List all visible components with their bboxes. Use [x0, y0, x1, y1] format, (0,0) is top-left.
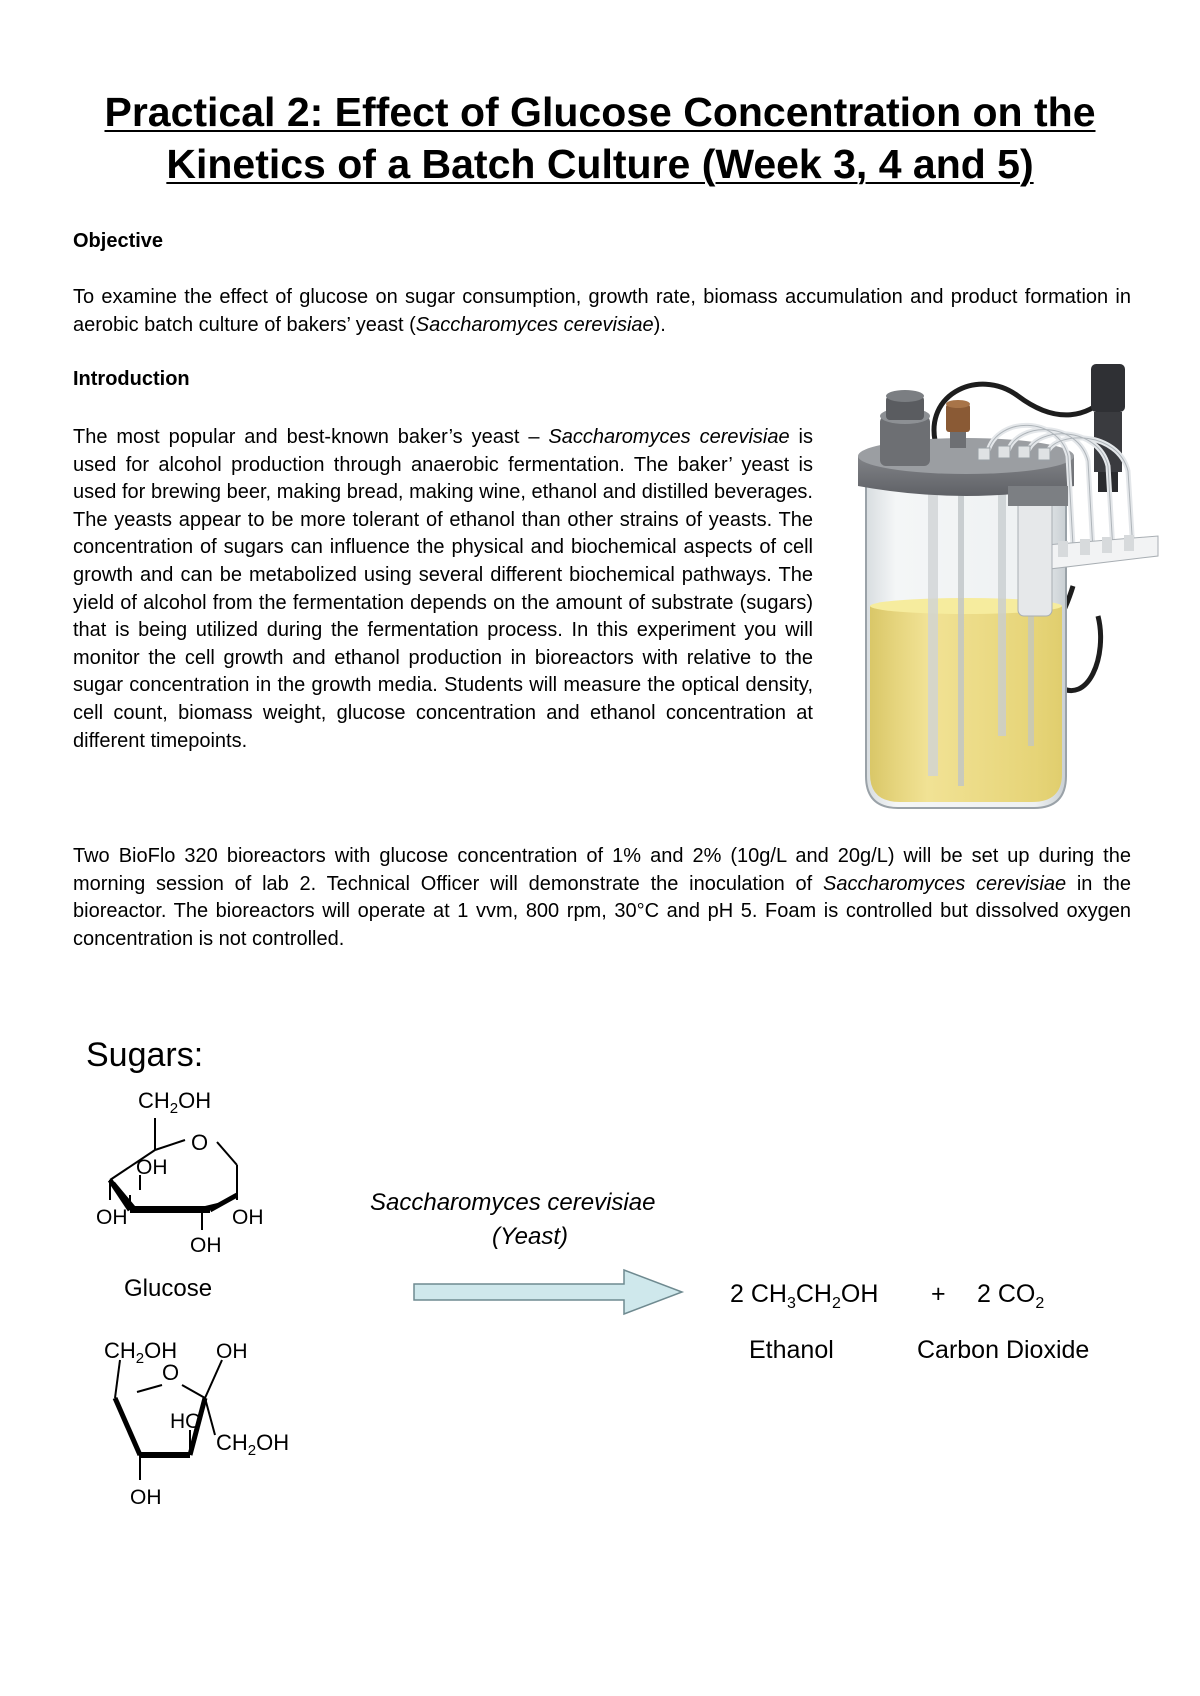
fermentation-scheme [0, 1030, 1200, 1550]
fructose-oh-label-2: OH [130, 1486, 162, 1509]
glucose-ring-oxygen: O [191, 1130, 209, 1155]
introduction-heading: Introduction [73, 368, 190, 390]
fructose-oh-label-1: OH [216, 1340, 248, 1363]
ethanol-formula-sub-1: 3 [786, 1295, 796, 1312]
fructose-ch2oh-oh-1: OH [144, 1338, 178, 1363]
co2-formula-part-1: 2 CO [977, 1280, 1036, 1308]
objective-text-part-2: ). [653, 313, 666, 336]
ethanol-formula-part-1: 2 CH [730, 1280, 787, 1308]
fructose-ch2oh-ch-1: CH [104, 1338, 136, 1363]
introduction-text-part-1: The most popular and best-known baker’s yeast – [73, 426, 549, 448]
ethanol-formula-part-3: OH [840, 1280, 879, 1308]
introduction-paragraph [73, 424, 813, 755]
objective-species-name: Saccharomyces cerevisiae [415, 313, 654, 336]
glucose-oh-label-3: OH [232, 1206, 264, 1229]
sugars-label: Sugars: [86, 1036, 204, 1074]
fructose-ch2oh-oh-2: OH [256, 1430, 290, 1455]
reaction-arrow [414, 1270, 682, 1314]
fructose-ho-label: HO [170, 1410, 202, 1433]
ethanol-formula-part-2: CH [795, 1280, 832, 1308]
organism-label: Saccharomyces cerevisiae [370, 1189, 656, 1216]
glucose-name: Glucose [124, 1275, 213, 1302]
page-title: Practical 2: Effect of Glucose Concentration on the Kinetics of a Batch Culture (Week 3, 4 and 5) [104, 89, 1096, 187]
objective-heading: Objective [73, 230, 164, 252]
glucose-oh-label-2: OH [96, 1206, 128, 1229]
plus-sign: + [931, 1280, 946, 1308]
fructose-ring-oxygen: O [162, 1360, 180, 1385]
organism-common-label: (Yeast) [492, 1223, 569, 1250]
glucose-structure [110, 1118, 237, 1230]
glucose-ch2oh-label [138, 1088, 211, 1117]
fructose-ch2oh-ch-2: CH [216, 1430, 248, 1455]
bioreactor-text-part-1: Two BioFlo 320 bioreactors with glucose concentration of 1% and 2% (10g/L and 20g/L) will be set up during the morning session of lab 2. Technical Officer will demonstrate the inoculation of [73, 845, 1131, 895]
glucose-ch2oh-oh: OH [178, 1088, 212, 1113]
introduction-species-name: Saccharomyces cerevisiae [548, 426, 790, 448]
objective-paragraph [73, 284, 1131, 339]
ethanol-formula [730, 1280, 878, 1312]
co2-formula [977, 1280, 1044, 1312]
ethanol-name: Ethanol [749, 1336, 834, 1364]
co2-name: Carbon Dioxide [917, 1336, 1090, 1364]
fructose-ch2oh-label-2 [216, 1430, 289, 1459]
ethanol-formula-sub-2: 2 [831, 1295, 841, 1312]
bioreactor-illustration [858, 356, 1174, 816]
bioreactor-species-name: Saccharomyces cerevisiae [823, 872, 1067, 895]
objective-text-part-1: To examine the effect of glucose on sugar consumption, growth rate, biomass accumulation and product formation in aerobic batch culture of bakers’ yeast ( [73, 286, 1131, 336]
bioreactor-setup-paragraph [73, 843, 1131, 953]
fructose-ch2oh-subscript-2: 2 [247, 1442, 257, 1459]
bioreactor-text-part-2: in the bioreactor. The bioreactors will operate at 1 vvm, 800 rpm, 30°C and pH 5. Foam is controlled but dissolved oxygen concentration is not controlled. [73, 872, 1132, 950]
glucose-oh-label-4: OH [190, 1234, 222, 1257]
glucose-oh-label-1: OH [136, 1156, 168, 1179]
co2-formula-sub: 2 [1035, 1295, 1045, 1312]
glucose-ch2oh-subscript: 2 [169, 1100, 179, 1117]
glucose-ch2oh-ch: CH [138, 1088, 170, 1113]
introduction-text-part-2: is used for alcohol production through anaerobic fermentation. The baker’ yeast is used for brewing beer, making bread, making wine, ethanol and distilled beverages. The yeasts appear to be more tolerant of ethanol than other strains of yeasts. The concentration of sugars can influence the physical and biochemical aspects of cell growth and can be metabolized using several different biochemical pathways. The yield of alcohol from the fermentation depends on the amount of substrate (sugars) that is being utilized during the fermentation process. In this experiment you will monitor the cell growth and ethanol production in bioreactors with relative to the sugar concentration in the growth media. Students will measure the optical density, cell count, biomass weight, glucose concentration and ethanol concentration at different timepoints. [73, 426, 813, 752]
fructose-ch2oh-subscript-1: 2 [135, 1350, 145, 1367]
